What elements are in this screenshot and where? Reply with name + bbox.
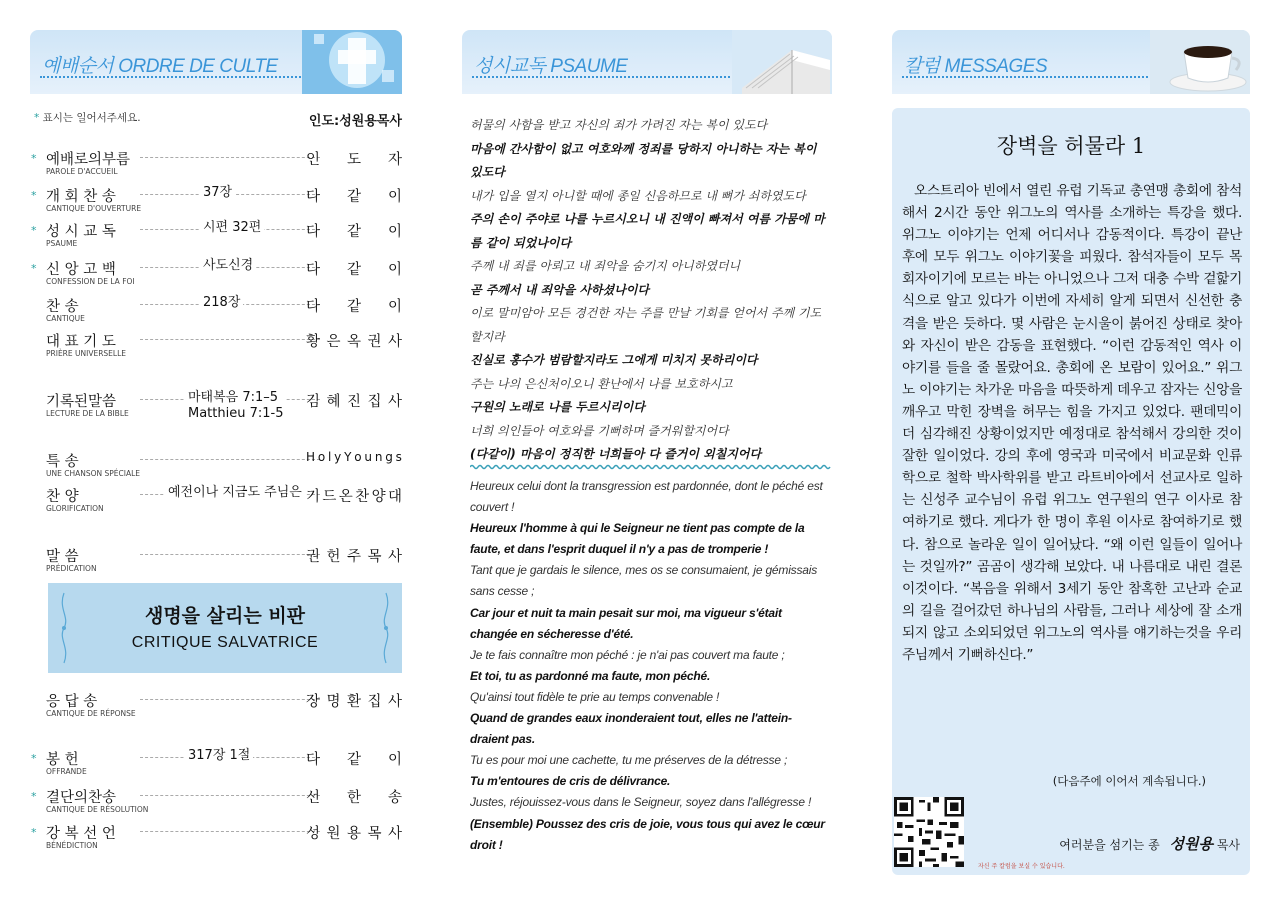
item-name: 신 앙 고 백 xyxy=(46,262,116,278)
item-leader: 기 드 온 찬 양 대 xyxy=(306,489,402,505)
psalm-line: 허물의 사함을 받고 자신의 죄가 가려진 자는 복이 있도다 xyxy=(470,118,768,132)
psalm-line: Heureux celui dont la transgression est pardonnée, dont le péché est couvert ! xyxy=(470,479,823,515)
item-leader: 장 명 환 집 사 xyxy=(306,694,402,710)
item-leader: 다 같 이 xyxy=(306,299,402,315)
item-name-fr: CANTIQUE DE RÉPONSE xyxy=(46,709,136,718)
ornament-left-icon xyxy=(56,591,72,665)
item-leader: 다 같 이 xyxy=(306,224,402,240)
psalm-line: 주의 손이 주야로 나를 누르시오니 내 진액이 빠져서 여름 가뭄에 마름 같이 되었나이다 xyxy=(470,212,825,250)
item-name: 봉 헌 xyxy=(46,752,79,768)
standing-star: * xyxy=(31,752,37,765)
item-name: 성 시 교 독 xyxy=(46,224,116,240)
psalm-line: Tu es pour moi une cachette, tu me préserves de la détresse ; xyxy=(470,753,788,768)
leader-label: 인도:성원용목사 xyxy=(308,114,402,129)
standing-star: * xyxy=(31,189,37,202)
item-name: 찬 양 xyxy=(46,489,79,505)
item-detail: 317장 1절 xyxy=(185,748,253,764)
order-header xyxy=(30,30,402,94)
column-title: 장벽을 허물라 1 xyxy=(996,134,1146,158)
item-name-fr: LECTURE DE LA BIBLE xyxy=(46,409,129,418)
item-detail: 시편 32편 xyxy=(200,220,264,236)
psalm-line: Je te fais connaître mon péché : je n'ai pas couvert ma faute ; xyxy=(470,647,785,662)
item-name-fr: CANTIQUE DE RÉSOLUTION xyxy=(46,805,149,814)
message-box xyxy=(892,108,1250,875)
item-detail: 37장 xyxy=(200,185,235,201)
psalm-line: Qu'ainsi tout fidèle te prie au temps convenable ! xyxy=(470,689,720,704)
signature: 여러분을 섬기는 종 성원용 목사 xyxy=(1059,835,1240,853)
open-book-icon xyxy=(732,30,832,94)
column-body: 오스트리아 빈에서 열린 유럽 기독교 총연맹 총회에 참석해서 2시간 동안 위그노의 역사를 소개하는 특강을 했다. 위그노 이야기는 언제 어디서나 감동적이다. 특강이 끝난 후에 모두 위그노 이야기꽃을 피웠다. 참석자들이 모두 목회자이기에 모르는 바는 아니었으나 그저 대충 수박 겉핥기식으로 알고 있다가 이번에 자세히 알게 되면서 신선한 충격을 받은 듯하다. 몇 사람은 눈시울이 붉어진 상태로 찾아와 자신이 받은 감동을 표현했다. “이런 감동적인 역사 이야기를 들을 줄 몰랐어요. 총회에 온 보람이 있어요.” 위그노 이야기는 차가운 마음을 따뜻하게 데우고 잠자는 신앙을 깨우고 막힌 장벽을 허무는 힘을 가지고 있었다. 팬데믹이 더 심각해진 상황이었지만 예정대로 참석해서 강의한 것이 잘한 일이었다. 강의 후에 영국과 미국에서 비교문화 인류학으로 철학 박사학위를 받고 라트비아에서 선교사로 일하는 신성주 교수님이 유럽 위그노 연구원의 연구 이사로 참여하기로 했다. 게다가 한 명이 후원 이사로 참여하기로 했다. 참으로 놀라운 일이 일어났다. “왜 이런 일들이 일어나는 것일까?” 곰곰이 생각해 보았다. 내 나름대로 내린 결론 이것이다. “복음을 위해서 3세기 동안 참혹한 고난과 순교의 길을 걸어갔던 하나님의 사람들, 그러나 세상에 잘 소개되지 않고 소외되었던 위그노의 역사를 얘기하는것을 우리 주님께서 기뻐하신다.” xyxy=(902,183,1242,663)
leader-dashes xyxy=(140,554,320,555)
leader-dashes xyxy=(140,157,320,158)
psalm-line: (다같이) 마음이 정직한 너희들아 다 즐거이 외칠지어다 xyxy=(470,447,762,461)
psalm-korean xyxy=(470,114,825,467)
item-name-fr: PRIÈRE UNIVERSELLE xyxy=(46,349,127,358)
psalm-line: 너희 의인들아 여호와를 기뻐하며 즐거워할지어다 xyxy=(470,423,729,438)
item-name-fr: CANTIQUE D'OUVERTURE xyxy=(46,204,142,213)
psalm-line: Justes, réjouissez-vous dans le Seigneur, soyez dans l'allégresse ! xyxy=(470,795,812,810)
item-name: 개 회 찬 송 xyxy=(46,189,116,205)
psalm-line: Car jour et nuit ta main pesait sur moi, ma vigueur s'était changée en sécheresse d'été. xyxy=(470,605,782,641)
ornament-right-icon xyxy=(378,591,394,665)
psalm-line: 진실로 홍수가 범람할지라도 그에게 미치지 못하리이다 xyxy=(470,353,758,367)
sermon-banner xyxy=(48,583,402,673)
psalm-column xyxy=(462,0,832,905)
psalm-line: Et toi, tu as pardonné ma faute, mon péché. xyxy=(470,668,711,683)
item-name: 말 씀 xyxy=(46,549,79,565)
item-name: 기록된말씀 xyxy=(46,394,117,410)
item-name: 특 송 xyxy=(46,454,79,470)
message-column xyxy=(892,0,1250,905)
psalm-line: Heureux l'homme à qui le Seigneur ne tient pas compte de la faute, et dans l'esprit duquel il n'y a pas de tromperie ! xyxy=(470,521,805,557)
continued-note: (다음주에 이어서 계속됩니다.) xyxy=(1052,774,1206,788)
item-name: 결단의찬송 xyxy=(46,790,117,806)
standing-star: * xyxy=(31,152,37,165)
psalm-french xyxy=(470,476,825,856)
message-title: 칼럼 MESSAGES xyxy=(904,56,1048,77)
item-leader: 다 같 이 xyxy=(306,262,402,278)
item-leader: 김 혜 진 집 사 xyxy=(306,394,402,410)
coffee-cup-icon xyxy=(1150,30,1250,94)
leader-dashes xyxy=(140,459,320,460)
standing-star: * xyxy=(31,826,37,839)
leader-dashes xyxy=(140,699,320,700)
item-leader: 황 은 옥 권 사 xyxy=(306,334,402,350)
item-leader: 인 도 자 xyxy=(306,152,402,168)
item-name-fr: GLORIFICATION xyxy=(46,504,104,513)
psalm-header xyxy=(462,30,832,94)
item-name: 찬 송 xyxy=(46,299,79,315)
psalm-line: 마음에 간사함이 없고 여호와께 정죄를 당하지 아니하는 자는 복이 있도다 xyxy=(470,141,817,179)
psalm-line: 곧 주께서 내 죄악을 사하셨나이다 xyxy=(470,282,650,297)
item-name-fr: CONFESSION DE LA FOI xyxy=(46,277,135,286)
item-leader: 다 같 이 xyxy=(306,189,402,205)
sermon-title-ko: 생명을 살리는 비판 xyxy=(144,605,306,627)
psalm-line: Tant que je gardais le silence, mes os se consumaient, je gémissais sans cesse ; xyxy=(470,563,818,599)
church-window-icon xyxy=(302,30,402,94)
item-detail: 218장 xyxy=(200,295,243,311)
item-detail: 사도신경 xyxy=(200,258,256,274)
item-name-fr: OFFRANDE xyxy=(46,767,87,776)
item-name-fr: CANTIQUE xyxy=(46,314,85,323)
psalm-line: 주께 내 죄를 아뢰고 내 죄악을 숨기지 아니하였더니 xyxy=(470,259,741,273)
standing-star: * xyxy=(31,262,37,275)
item-name-fr: BÉNÉDICTION xyxy=(46,841,98,850)
standing-star: * xyxy=(31,224,37,237)
standing-note: * 표시는 일어서주세요. xyxy=(34,112,141,124)
qr-code-icon[interactable] xyxy=(894,797,964,867)
order-title: 예배순서 ORDRE DE CULTE xyxy=(42,56,278,77)
item-name: 응 답 송 xyxy=(46,694,98,710)
psalm-line: Quand de grandes eaux inonderaient tout, elles ne l'attein-draient pas. xyxy=(470,711,792,747)
item-leader: 성 원 용 목 사 xyxy=(306,826,402,842)
psalm-line: 내가 입을 열지 아니할 때에 종일 신음하므로 내 뼈가 쇠하였도다 xyxy=(470,188,806,203)
psalm-line: 이로 말미암아 모든 경건한 자는 주를 만날 기회를 얻어서 주께 기도할지라 xyxy=(470,306,822,344)
psalm-line: (Ensemble) Poussez des cris de joie, vous tous qui avez le cœur droit ! xyxy=(470,816,825,852)
item-name: 예배로의부름 xyxy=(46,152,131,168)
item-name-fr: PRÉDICATION xyxy=(46,564,97,573)
order-column xyxy=(30,0,402,905)
psalm-title: 성시교독 PSAUME xyxy=(474,56,628,77)
psalm-line: 주는 나의 은신처이오니 환난에서 나를 보호하시고 xyxy=(470,376,733,391)
item-leader: 다 같 이 xyxy=(306,752,402,768)
item-name: 대 표 기 도 xyxy=(46,334,116,350)
sermon-title-fr: CRITIQUE SALVATRICE xyxy=(131,634,319,651)
message-header xyxy=(892,30,1250,94)
leader-dashes xyxy=(140,339,320,340)
leader-dashes xyxy=(140,795,320,796)
item-name-fr: UNE CHANSON SPÉCIALE xyxy=(46,469,141,478)
item-name-fr: PSAUME xyxy=(46,239,78,248)
item-detail: 마태복음 7:1–5 Matthieu 7:1-5 xyxy=(185,390,286,423)
leader-dashes xyxy=(140,831,320,832)
item-leader: H o l y Y o u n g s xyxy=(306,450,402,464)
standing-star: * xyxy=(31,790,37,803)
item-name-fr: PAROLE D'ACCUEIL xyxy=(46,167,118,176)
psalm-line: 구원의 노래로 나를 두르시리이다 xyxy=(470,400,645,414)
wave-divider xyxy=(470,464,832,470)
item-name: 강 복 선 언 xyxy=(46,826,116,842)
item-leader: 권 헌 주 목 사 xyxy=(306,549,402,565)
item-detail: 예전이나 지금도 주님은 xyxy=(165,485,305,501)
item-leader: 선 한 송 xyxy=(306,790,402,806)
psalm-line: Tu m'entoures de cris de délivrance. xyxy=(470,774,671,789)
qr-note: 자신 주 칼럼을 보실 수 있습니다. xyxy=(978,863,1065,870)
